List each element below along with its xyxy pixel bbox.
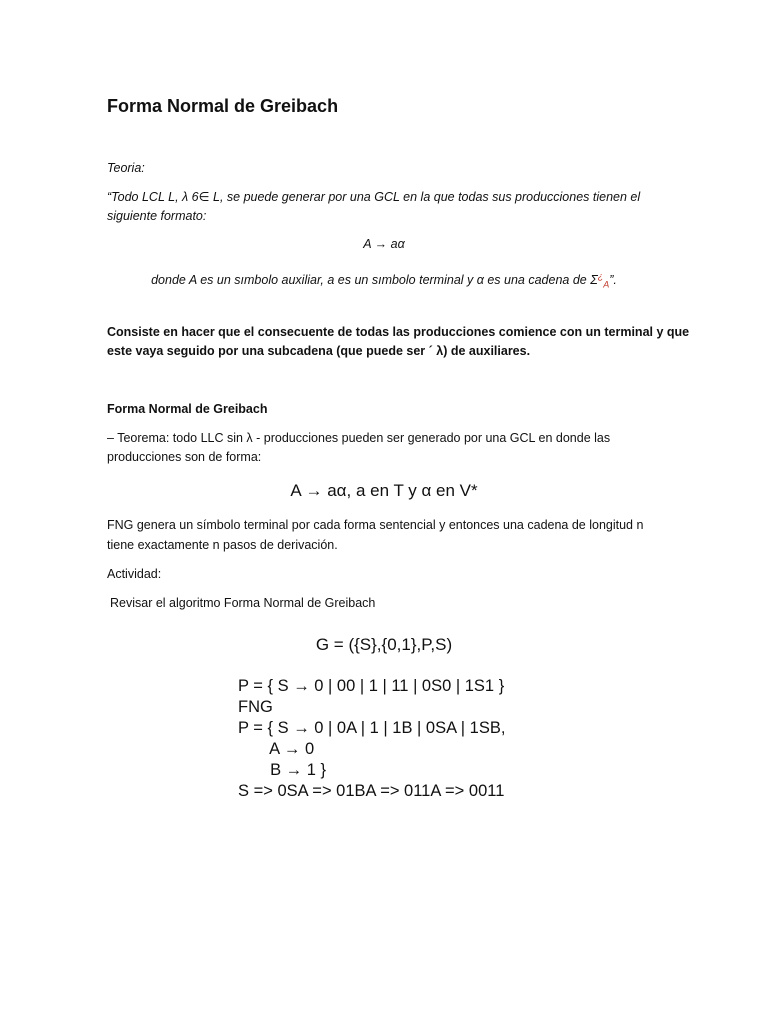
production-p2: P = { S → 0 | 0A | 1 | 1B | 0SA | 1SB, [238, 719, 506, 737]
page-title: Forma Normal de Greibach [107, 96, 339, 116]
formula-description [0, 266, 768, 295]
fng-label: FNG [238, 698, 273, 716]
arrow-icon: → [305, 481, 323, 500]
fng-line-2: tiene exactamente n pasos de derivación. [107, 538, 338, 552]
grammar-g: G = ({S},{0,1},P,S) [315, 635, 453, 654]
consiste-line-1: Consiste en hacer que el consecuente de todas las producciones comience con un terminal y que [107, 325, 690, 339]
formula-2-lhs: A [290, 481, 306, 500]
revisar-line: Revisar el algoritmo Forma Normal de Greibach [110, 596, 376, 610]
teorema-line-2: producciones son de forma: [107, 450, 262, 464]
teorema-line-1: – Teorema: todo LLC sin λ - producciones pueden ser generado por una GCL en donde las [107, 431, 611, 445]
teoria-label: Teoria: [107, 161, 145, 175]
production-p4: B → 1 } [238, 761, 327, 779]
formula-2-rhs: aα, a en T y α en V* [322, 481, 478, 500]
formula-2 [0, 480, 768, 502]
derivation-line: S => 0SA => 01BA => 011A => 0011 [238, 782, 505, 800]
formula-1: A → aα [363, 237, 405, 251]
quote-line-1: “Todo LCL L, λ 6∈ L, se puede generar por una GCL en la que todas sus producciones tienen el [107, 190, 641, 204]
section-heading: Forma Normal de Greibach [107, 402, 268, 416]
quote-line-2: siguiente formato: [107, 209, 207, 223]
sigma-subscript: A [603, 279, 610, 290]
production-p3: A → 0 [238, 740, 315, 758]
formula-description-end: ”. [609, 273, 617, 288]
formula-description-text: donde A es un sımbolo auxiliar, a es un sımbolo terminal y α es una cadena de Σ [151, 273, 598, 288]
consiste-line-2: este vaya seguido por una subcadena (que puede ser ´ λ) de auxiliares. [107, 344, 531, 358]
sigma-superscript: ¿ [597, 271, 604, 281]
production-p1: P = { S → 0 | 00 | 1 | 11 | 0S0 | 1S1 } [238, 677, 505, 695]
fng-line-1: FNG genera un símbolo terminal por cada forma sentencial y entonces una cadena de longitud n [107, 518, 644, 532]
actividad-label: Actividad: [107, 567, 162, 581]
